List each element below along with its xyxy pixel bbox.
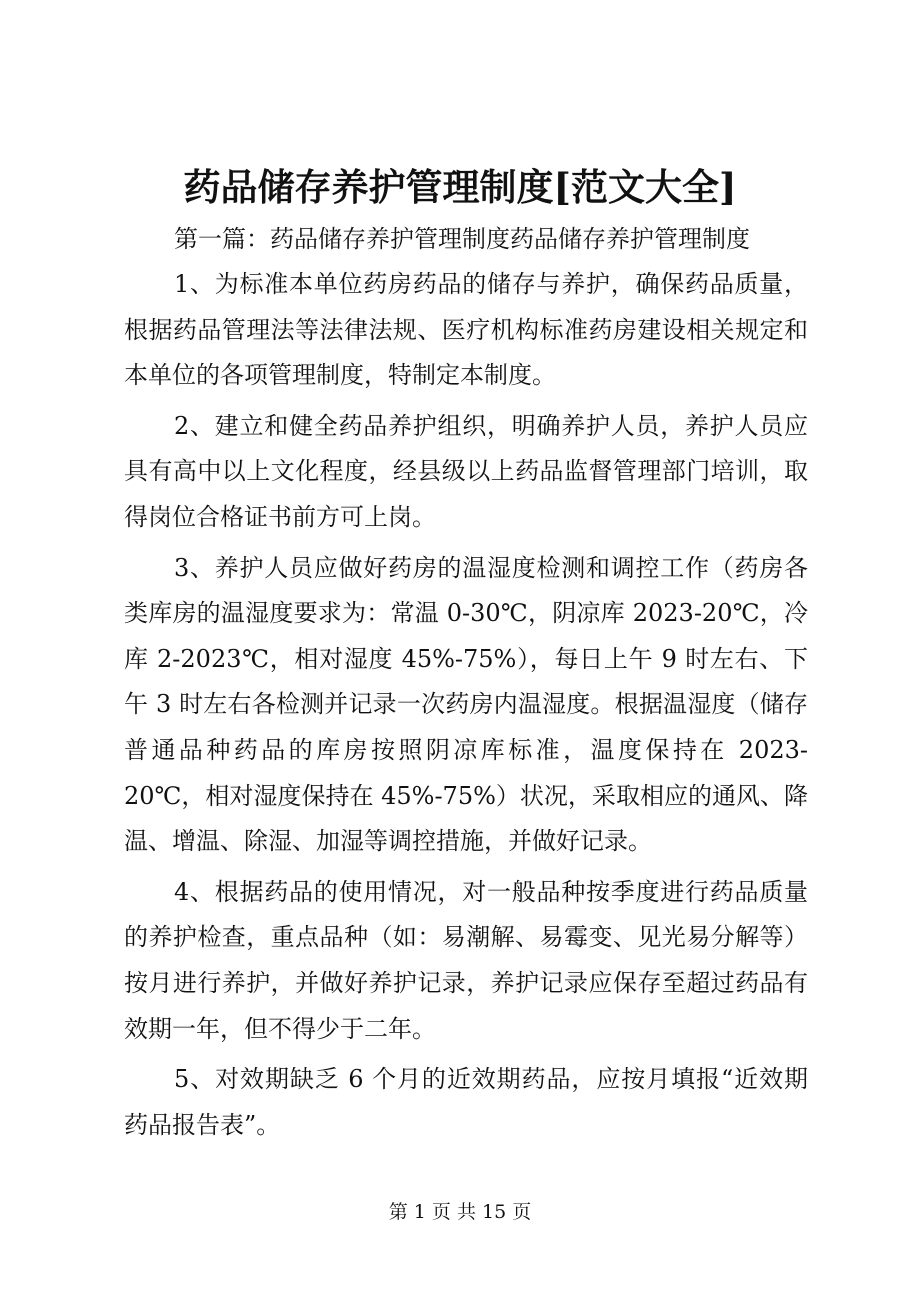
paragraph-3: 3、养护人员应做好药房的温湿度检测和调控工作（药房各类库房的温湿度要求为：常温 0-30℃，阴凉库 2023-20℃，冷库 2-2023℃，相对湿度 45%-75%），每日上午 9 时左右、下午 3 时左右各检测并记录一次药房内温湿度。根据温湿度（储存普通品种药品的库房按照阴凉库标准，温度保持在 2023-20℃，相对湿度保持在 45%-75%）状况，采取相应的通风、降温、增温、除湿、加湿等调控措施，并做好记录。 — [124, 553, 808, 856]
paragraph-4: 4、根据药品的使用情况，对一般品种按季度进行药品质量的养护检查，重点品种（如：易潮解、易霉变、见光易分解等）按月进行养护，并做好养护记录，养护记录应保存至超过药品有效期一年，但不得少于二年。 — [124, 877, 808, 1043]
paragraph-2: 2、建立和健全药品养护组织，明确养护人员，养护人员应具有高中以上文化程度，经县级以上药品监督管理部门培训，取得岗位合格证书前方可上岗。 — [124, 411, 808, 531]
document-body — [124, 262, 808, 1153]
paragraph-1: 1、为标准本单位药房药品的储存与养护，确保药品质量，根据药品管理法等法律法规、医疗机构标准药房建设相关规定和本单位的各项管理制度，特制定本制度。 — [124, 270, 808, 390]
section-heading: 第一篇：药品储存养护管理制度药品储存养护管理制度 — [174, 225, 750, 253]
paragraph-5: 5、对效期缺乏 6 个月的近效期药品，应按月填报“近效期药品报告表”。 — [124, 1065, 808, 1139]
document-title: 药品储存养护管理制度[范文大全] — [183, 165, 737, 209]
page-footer: 第 1 页 共 15 页 — [388, 1201, 532, 1223]
